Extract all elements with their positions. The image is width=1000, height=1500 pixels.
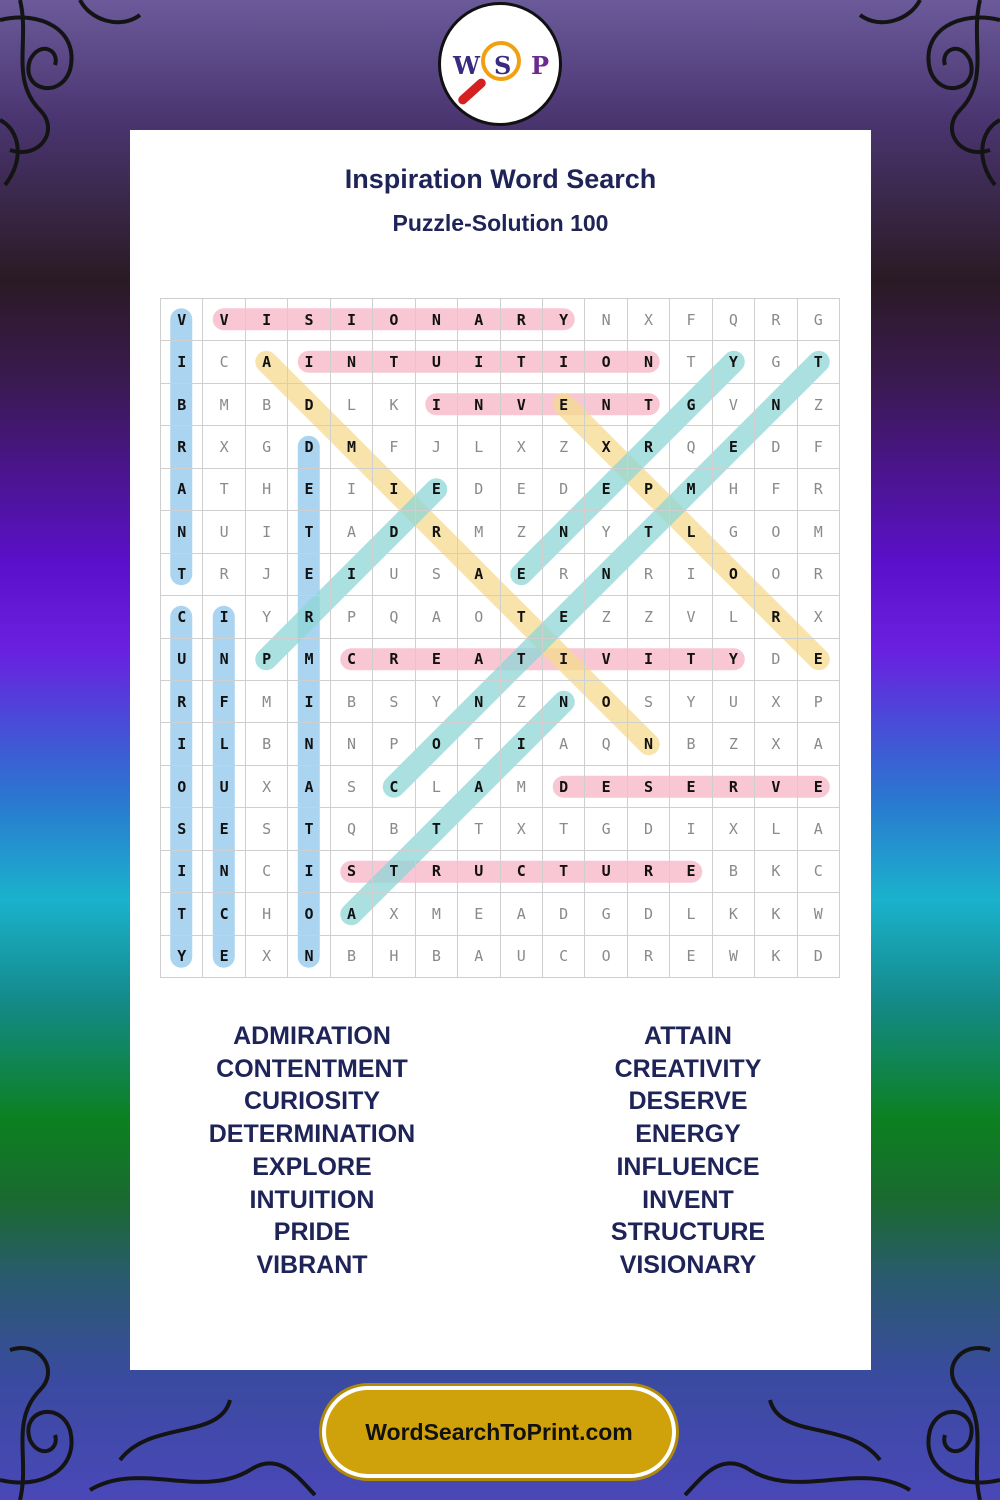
grid-cell[interactable]: L	[203, 723, 245, 765]
grid-cell[interactable]: Z	[543, 426, 585, 468]
grid-cell[interactable]: N	[331, 341, 373, 383]
grid-cell[interactable]: Y	[713, 341, 755, 383]
word-list-item: ENERGY	[635, 1120, 741, 1149]
grid-cell[interactable]: Q	[331, 808, 373, 850]
grid-cell[interactable]: I	[203, 596, 245, 638]
grid-cell[interactable]: Z	[713, 723, 755, 765]
grid-cell[interactable]: E	[670, 936, 712, 978]
site-link-button[interactable]	[322, 1386, 676, 1478]
grid-cell[interactable]: T	[670, 341, 712, 383]
grid-cell[interactable]: R	[416, 511, 458, 553]
grid-cell[interactable]: R	[373, 639, 415, 681]
grid-cell[interactable]: U	[203, 511, 245, 553]
grid-cell[interactable]: C	[373, 766, 415, 808]
grid-cell[interactable]: T	[288, 511, 330, 553]
grid-cell[interactable]: N	[416, 299, 458, 341]
page-subtitle: Puzzle-Solution 100	[392, 210, 609, 236]
grid-cell[interactable]: M	[458, 511, 500, 553]
grid-cell[interactable]: X	[798, 596, 840, 638]
word-list-item: STRUCTURE	[610, 1218, 766, 1247]
grid-cell[interactable]: B	[246, 384, 288, 426]
grid-cell[interactable]: W	[798, 893, 840, 935]
grid-cell[interactable]: T	[628, 511, 670, 553]
grid-cell[interactable]: Y	[670, 681, 712, 723]
grid-cell[interactable]: A	[458, 554, 500, 596]
grid-cell[interactable]: I	[161, 723, 203, 765]
grid-cell[interactable]: P	[373, 723, 415, 765]
grid-cell[interactable]: T	[458, 808, 500, 850]
grid-cell[interactable]: B	[331, 936, 373, 978]
grid-cell[interactable]: N	[755, 384, 797, 426]
grid-cell[interactable]: K	[755, 936, 797, 978]
grid-cell[interactable]: Q	[670, 426, 712, 468]
grid-cell[interactable]: D	[628, 808, 670, 850]
grid-cell[interactable]: T	[543, 851, 585, 893]
grid-cell[interactable]: E	[585, 766, 627, 808]
word-list-item: EXPLORE	[252, 1152, 372, 1181]
grid-cell[interactable]: E	[203, 808, 245, 850]
grid-cell[interactable]: A	[246, 341, 288, 383]
grid-cell[interactable]: X	[755, 723, 797, 765]
grid-cell[interactable]: N	[331, 723, 373, 765]
word-list-item: ADMIRATION	[233, 1022, 391, 1050]
grid-cell[interactable]: G	[246, 426, 288, 468]
grid-cell[interactable]: E	[585, 469, 627, 511]
grid-cell[interactable]: I	[458, 341, 500, 383]
grid-cell[interactable]: W	[713, 936, 755, 978]
grid-cell[interactable]: E	[670, 851, 712, 893]
grid-cell[interactable]: M	[416, 893, 458, 935]
grid-cell[interactable]: A	[458, 639, 500, 681]
grid-cell[interactable]: V	[755, 766, 797, 808]
grid-cell[interactable]: R	[628, 851, 670, 893]
grid-cell[interactable]: D	[798, 936, 840, 978]
grid-cell[interactable]: M	[246, 681, 288, 723]
grid-cell[interactable]: Y	[416, 681, 458, 723]
grid-cell[interactable]: N	[203, 639, 245, 681]
word-list-item: VIBRANT	[256, 1250, 368, 1279]
grid-cell[interactable]: J	[416, 426, 458, 468]
grid-cell[interactable]: F	[798, 426, 840, 468]
grid-cell[interactable]: A	[458, 766, 500, 808]
grid-cell[interactable]: A	[798, 723, 840, 765]
grid-cell[interactable]: K	[713, 893, 755, 935]
grid-cell[interactable]: G	[585, 893, 627, 935]
grid-cell[interactable]: N	[288, 936, 330, 978]
grid-cell[interactable]: M	[331, 426, 373, 468]
grid-cell[interactable]: O	[288, 893, 330, 935]
grid-cell[interactable]: S	[373, 681, 415, 723]
grid-cell[interactable]: E	[798, 766, 840, 808]
grid-cell[interactable]: Z	[585, 596, 627, 638]
grid-cell[interactable]: N	[628, 341, 670, 383]
grid-cell[interactable]: H	[373, 936, 415, 978]
grid-cell[interactable]: N	[161, 511, 203, 553]
word-list-item: VISIONARY	[619, 1250, 757, 1279]
logo-letter-w: W	[453, 51, 480, 80]
grid-cell[interactable]: G	[713, 511, 755, 553]
grid-cell[interactable]: Q	[585, 723, 627, 765]
grid-cell[interactable]: B	[416, 936, 458, 978]
grid-cell[interactable]: I	[501, 723, 543, 765]
grid-cell[interactable]: N	[203, 851, 245, 893]
grid-cell[interactable]: R	[628, 554, 670, 596]
grid-cell[interactable]: U	[373, 554, 415, 596]
grid-cell[interactable]: A	[458, 936, 500, 978]
grid-cell[interactable]: Y	[246, 596, 288, 638]
grid-cell[interactable]: N	[288, 723, 330, 765]
grid-cell[interactable]: X	[373, 893, 415, 935]
logo-letter-s: S	[494, 51, 512, 80]
grid-cell[interactable]: S	[161, 808, 203, 850]
grid-cell[interactable]: T	[203, 469, 245, 511]
grid-cell[interactable]: K	[755, 851, 797, 893]
word-list-item: DETERMINATION	[208, 1120, 416, 1149]
grid-cell[interactable]: X	[713, 808, 755, 850]
word-list-item: INVENT	[642, 1185, 734, 1214]
grid-cell[interactable]: R	[755, 299, 797, 341]
grid-cell[interactable]: I	[543, 341, 585, 383]
word-list-item: CREATIVITY	[614, 1054, 762, 1083]
grid-cell[interactable]: N	[458, 384, 500, 426]
grid-cell[interactable]: R	[203, 554, 245, 596]
grid-cell[interactable]: X	[246, 936, 288, 978]
ornament-corner-top-right	[850, 0, 1000, 190]
grid-cell[interactable]: S	[628, 681, 670, 723]
word-list-item: INFLUENCE	[616, 1152, 760, 1181]
grid-cell[interactable]: Y	[543, 299, 585, 341]
grid-cell[interactable]: E	[501, 469, 543, 511]
grid-cell[interactable]: T	[501, 639, 543, 681]
grid-cell[interactable]: C	[798, 851, 840, 893]
grid-cell[interactable]: N	[543, 511, 585, 553]
magnifier-handle	[456, 77, 487, 106]
grid-cell[interactable]: L	[416, 766, 458, 808]
grid-cell[interactable]: T	[161, 554, 203, 596]
grid-cell[interactable]: S	[288, 299, 330, 341]
grid-cell[interactable]: I	[331, 299, 373, 341]
grid-cell[interactable]: E	[416, 639, 458, 681]
word-list-right	[538, 1020, 838, 1282]
grid-cell[interactable]: D	[288, 426, 330, 468]
grid-cell[interactable]: C	[246, 851, 288, 893]
grid-cell[interactable]: I	[670, 808, 712, 850]
word-list-item: CONTENTMENT	[216, 1054, 408, 1083]
grid-cell[interactable]: Q	[373, 596, 415, 638]
grid-cell[interactable]: D	[373, 511, 415, 553]
grid-cell[interactable]: V	[713, 384, 755, 426]
grid-cell[interactable]: I	[670, 554, 712, 596]
grid-cell[interactable]: N	[585, 554, 627, 596]
grid-cell[interactable]: T	[543, 808, 585, 850]
grid-cell[interactable]: A	[331, 511, 373, 553]
grid-cell[interactable]: A	[798, 808, 840, 850]
grid-cell[interactable]: O	[458, 596, 500, 638]
grid-cell[interactable]: P	[628, 469, 670, 511]
grid-cell[interactable]: V	[161, 299, 203, 341]
word-search-grid	[160, 298, 840, 978]
grid-cell[interactable]: I	[161, 341, 203, 383]
grid-cell[interactable]: M	[798, 511, 840, 553]
grid-cell[interactable]: F	[755, 469, 797, 511]
grid-cell[interactable]: P	[331, 596, 373, 638]
grid-cell[interactable]: D	[755, 639, 797, 681]
word-list-item: ATTAIN	[644, 1022, 732, 1050]
grid-cell[interactable]: I	[288, 681, 330, 723]
grid-cell[interactable]: M	[501, 766, 543, 808]
grid-cell[interactable]: E	[798, 639, 840, 681]
grid-cell[interactable]: T	[288, 808, 330, 850]
grid-cell[interactable]: D	[755, 426, 797, 468]
grid-cell[interactable]: T	[670, 639, 712, 681]
grid-cell[interactable]: I	[288, 851, 330, 893]
grid-cell[interactable]: I	[416, 384, 458, 426]
grid-cell[interactable]: N	[458, 681, 500, 723]
page-title: Inspiration Word Search	[344, 164, 657, 194]
word-list-item: CURIOSITY	[243, 1087, 381, 1116]
grid-cell[interactable]: E	[501, 554, 543, 596]
grid-cell[interactable]: V	[501, 384, 543, 426]
grid-cell[interactable]: N	[543, 681, 585, 723]
grid-cell[interactable]: S	[246, 808, 288, 850]
grid-cell[interactable]: U	[458, 851, 500, 893]
word-list-item: DESERVE	[628, 1087, 748, 1116]
grid-cell[interactable]: C	[331, 639, 373, 681]
grid-cell[interactable]: X	[628, 299, 670, 341]
grid-cell[interactable]: O	[585, 341, 627, 383]
grid-cell[interactable]: R	[798, 554, 840, 596]
grid-cell[interactable]: S	[331, 851, 373, 893]
grid-cell[interactable]: T	[161, 893, 203, 935]
grid-cell[interactable]: R	[628, 426, 670, 468]
grid-cell[interactable]: R	[543, 554, 585, 596]
letter-grid	[160, 298, 840, 978]
grid-cell[interactable]: R	[288, 596, 330, 638]
grid-cell[interactable]: O	[161, 766, 203, 808]
grid-cell[interactable]: R	[798, 469, 840, 511]
grid-cell[interactable]: X	[501, 808, 543, 850]
grid-cell[interactable]: Z	[501, 681, 543, 723]
grid-cell[interactable]: F	[373, 426, 415, 468]
grid-cell[interactable]: I	[373, 469, 415, 511]
grid-cell[interactable]: I	[331, 554, 373, 596]
grid-cell[interactable]: U	[501, 936, 543, 978]
grid-cell[interactable]: R	[755, 596, 797, 638]
grid-cell[interactable]: C	[203, 341, 245, 383]
grid-cell[interactable]: E	[288, 469, 330, 511]
grid-cell[interactable]: R	[161, 426, 203, 468]
grid-cell[interactable]: J	[246, 554, 288, 596]
grid-cell[interactable]: O	[373, 299, 415, 341]
grid-cell[interactable]: I	[331, 469, 373, 511]
grid-cell[interactable]: X	[246, 766, 288, 808]
grid-cell[interactable]: O	[713, 554, 755, 596]
grid-cell[interactable]: N	[585, 384, 627, 426]
grid-cell[interactable]: B	[161, 384, 203, 426]
grid-cell[interactable]: S	[628, 766, 670, 808]
grid-cell[interactable]: X	[755, 681, 797, 723]
grid-cell[interactable]: Y	[161, 936, 203, 978]
grid-cell[interactable]: S	[416, 554, 458, 596]
grid-cell[interactable]: R	[628, 936, 670, 978]
site-link-label: WordSearchToPrint.com	[365, 1418, 633, 1445]
grid-cell[interactable]: C	[501, 851, 543, 893]
grid-cell[interactable]: R	[416, 851, 458, 893]
grid-cell[interactable]: A	[416, 596, 458, 638]
grid-cell[interactable]: L	[713, 596, 755, 638]
grid-cell[interactable]: D	[628, 893, 670, 935]
grid-cell[interactable]: A	[501, 893, 543, 935]
grid-cell[interactable]: T	[458, 723, 500, 765]
grid-cell[interactable]: X	[203, 426, 245, 468]
grid-cell[interactable]: H	[246, 893, 288, 935]
grid-cell[interactable]: B	[670, 723, 712, 765]
grid-cell[interactable]: K	[373, 384, 415, 426]
grid-cell[interactable]: T	[373, 341, 415, 383]
grid-cell[interactable]: O	[585, 936, 627, 978]
grid-cell[interactable]: V	[670, 596, 712, 638]
grid-cell[interactable]: H	[246, 469, 288, 511]
grid-cell[interactable]: I	[246, 511, 288, 553]
grid-cell[interactable]: T	[373, 851, 415, 893]
grid-cell[interactable]: D	[458, 469, 500, 511]
grid-cell[interactable]: B	[713, 851, 755, 893]
grid-cell[interactable]: T	[416, 808, 458, 850]
grid-cell[interactable]: C	[161, 596, 203, 638]
grid-cell[interactable]: F	[203, 681, 245, 723]
grid-cell[interactable]: E	[543, 384, 585, 426]
grid-cell[interactable]: Z	[501, 511, 543, 553]
grid-cell[interactable]: X	[501, 426, 543, 468]
grid-cell[interactable]: D	[288, 384, 330, 426]
grid-cell[interactable]: V	[203, 299, 245, 341]
grid-cell[interactable]: A	[543, 723, 585, 765]
grid-cell[interactable]: M	[670, 469, 712, 511]
grid-cell[interactable]: O	[416, 723, 458, 765]
grid-cell[interactable]: O	[755, 511, 797, 553]
grid-cell[interactable]: T	[501, 596, 543, 638]
grid-cell[interactable]: U	[713, 681, 755, 723]
grid-cell[interactable]: Y	[585, 511, 627, 553]
grid-cell[interactable]: I	[246, 299, 288, 341]
grid-cell[interactable]: C	[543, 936, 585, 978]
grid-cell[interactable]: N	[628, 723, 670, 765]
logo-letter-p: P	[531, 51, 550, 80]
wsp-logo[interactable]	[438, 2, 562, 126]
grid-cell[interactable]: U	[585, 851, 627, 893]
grid-cell[interactable]: R	[161, 681, 203, 723]
grid-cell[interactable]: M	[203, 384, 245, 426]
grid-cell[interactable]: G	[585, 808, 627, 850]
grid-cell[interactable]: A	[161, 469, 203, 511]
grid-cell[interactable]: Z	[628, 596, 670, 638]
grid-cell[interactable]: L	[755, 808, 797, 850]
grid-cell[interactable]: E	[713, 426, 755, 468]
grid-cell[interactable]: E	[670, 766, 712, 808]
grid-cell[interactable]: M	[288, 639, 330, 681]
grid-cell[interactable]: P	[798, 681, 840, 723]
grid-cell[interactable]: I	[628, 639, 670, 681]
word-list-item: INTUITION	[249, 1185, 375, 1214]
grid-cell[interactable]: G	[798, 299, 840, 341]
grid-cell[interactable]: E	[203, 936, 245, 978]
grid-cell[interactable]: U	[161, 639, 203, 681]
grid-cell[interactable]: K	[755, 893, 797, 935]
grid-cell[interactable]: L	[670, 511, 712, 553]
grid-cell[interactable]: S	[331, 766, 373, 808]
grid-cell[interactable]: A	[458, 299, 500, 341]
grid-cell[interactable]: F	[670, 299, 712, 341]
word-list-item: PRIDE	[273, 1218, 351, 1247]
grid-cell[interactable]: Y	[713, 639, 755, 681]
grid-cell[interactable]: Q	[713, 299, 755, 341]
grid-cell[interactable]: R	[501, 299, 543, 341]
grid-cell[interactable]: I	[161, 851, 203, 893]
grid-cell[interactable]: T	[798, 341, 840, 383]
grid-cell[interactable]: D	[543, 893, 585, 935]
grid-cell[interactable]: B	[373, 808, 415, 850]
grid-cell[interactable]: R	[713, 766, 755, 808]
word-list-left	[162, 1020, 462, 1282]
grid-cell[interactable]: D	[543, 766, 585, 808]
grid-cell[interactable]: U	[416, 341, 458, 383]
ornament-corner-top-left	[0, 0, 150, 190]
grid-cell[interactable]: V	[585, 639, 627, 681]
grid-cell[interactable]: U	[203, 766, 245, 808]
grid-cell[interactable]: O	[585, 681, 627, 723]
grid-cell[interactable]: G	[755, 341, 797, 383]
grid-cell[interactable]: B	[246, 723, 288, 765]
grid-cell[interactable]: L	[331, 384, 373, 426]
grid-cell[interactable]: H	[713, 469, 755, 511]
grid-cell[interactable]: C	[203, 893, 245, 935]
grid-cell[interactable]: A	[331, 893, 373, 935]
grid-cell[interactable]: N	[585, 299, 627, 341]
grid-cell[interactable]: T	[628, 384, 670, 426]
grid-cell[interactable]: E	[288, 554, 330, 596]
grid-cell[interactable]: E	[458, 893, 500, 935]
grid-cell[interactable]: P	[246, 639, 288, 681]
grid-cell[interactable]: G	[670, 384, 712, 426]
grid-cell[interactable]: D	[543, 469, 585, 511]
grid-cell[interactable]: E	[416, 469, 458, 511]
grid-cell[interactable]: L	[670, 893, 712, 935]
grid-cell[interactable]: Z	[798, 384, 840, 426]
grid-cell[interactable]: T	[501, 341, 543, 383]
grid-cell[interactable]: X	[585, 426, 627, 468]
grid-cell[interactable]: E	[543, 596, 585, 638]
grid-cell[interactable]: I	[288, 341, 330, 383]
grid-cell[interactable]: L	[458, 426, 500, 468]
grid-cell[interactable]: A	[288, 766, 330, 808]
grid-cell[interactable]: I	[543, 639, 585, 681]
grid-cell[interactable]: O	[755, 554, 797, 596]
grid-cell[interactable]: B	[331, 681, 373, 723]
